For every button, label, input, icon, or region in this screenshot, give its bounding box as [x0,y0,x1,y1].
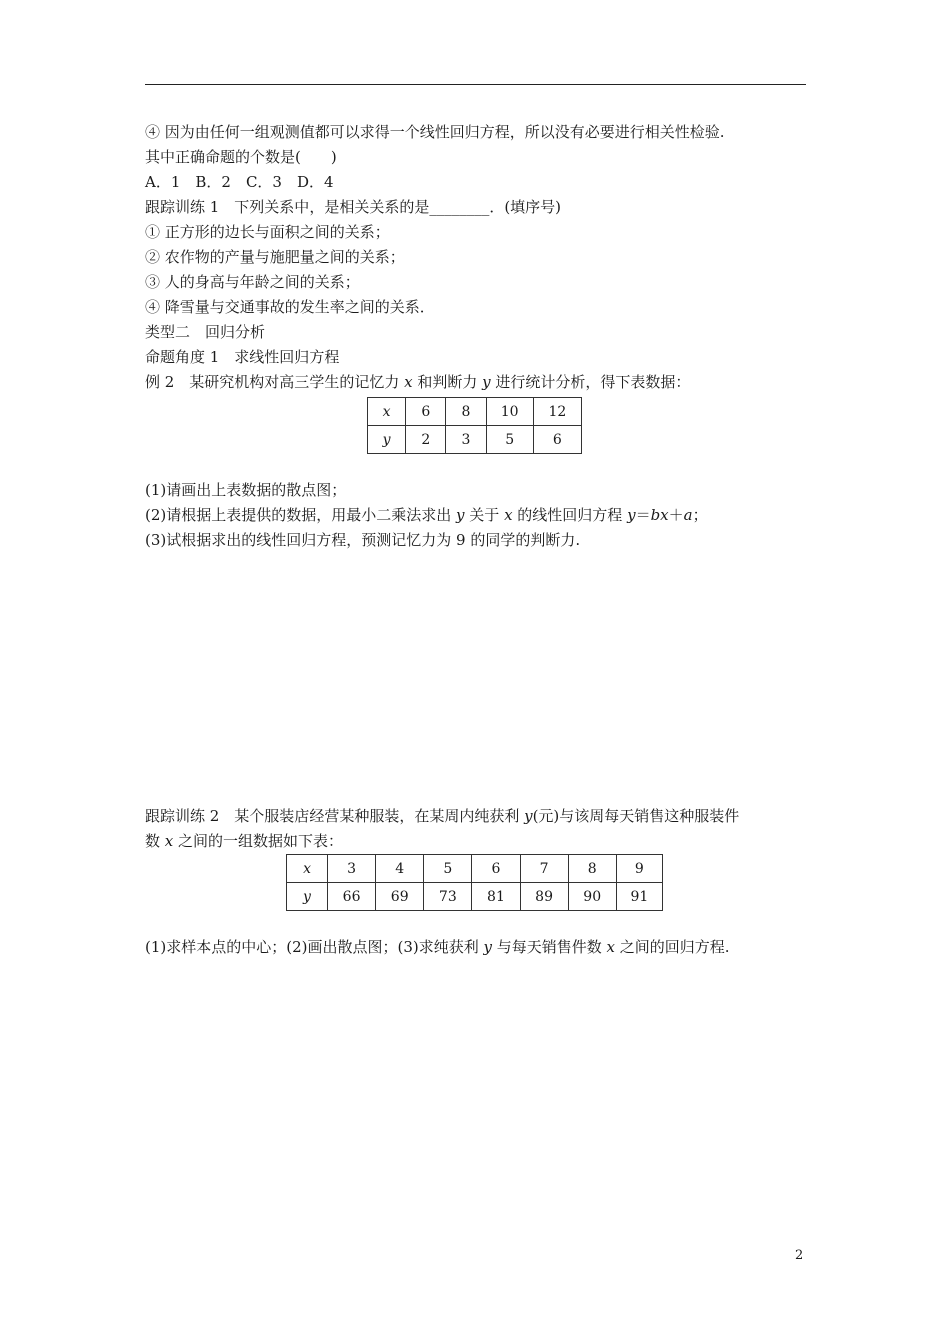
example-2-intro: 例 2 某研究机构对高三学生的记忆力 x 和判断力 y 进行统计分析，得下表数据： [145,373,691,391]
statement-4: ④ 因为由任何一组观测值都可以求得一个线性回归方程，所以没有必要进行相关性检验. [145,123,725,141]
table-cell: 5 [424,855,472,883]
table-header-y: y [368,426,406,454]
training-1-title: 跟踪训练 1 下列关系中，是相关关系的是________．(填序号) [145,198,562,216]
table-cell: 66 [328,883,376,911]
table-cell: 6 [472,855,520,883]
table-cell: 5 [486,426,533,454]
training-1-item-4: ④ 降雪量与交通事故的发生率之间的关系． [145,298,435,316]
table-cell: 3 [446,426,486,454]
table-cell: 81 [472,883,520,911]
table-cell: 73 [424,883,472,911]
table-row [368,398,582,426]
table-cell: 9 [616,855,662,883]
table-header-x: x [368,398,406,426]
answer-options: A．1 B．2 C．3 D．4 [145,173,334,191]
table-cell: 8 [446,398,486,426]
table-cell: 2 [406,426,446,454]
table-cell: 6 [406,398,446,426]
training-1-item-3: ③ 人的身高与年龄之间的关系； [145,273,360,291]
example-2-q2: (2)请根据上表提供的数据，用最小二乘法求出 y 关于 x 的线性回归方程 y＝bx＋a； [145,506,708,524]
subsection-heading: 命题角度 1 求线性回归方程 [145,348,340,366]
table-cell: 3 [328,855,376,883]
training-2-table [286,854,663,911]
training-2-questions: (1)求样本点的中心；(2)画出散点图；(3)求纯获利 y 与每天销售件数 x 之间的回归方程. [145,938,730,956]
training-1-item-2: ② 农作物的产量与施肥量之间的关系； [145,248,405,266]
table-cell: 4 [376,855,424,883]
table-header-x: x [287,855,328,883]
example-2-table [367,397,582,454]
training-2-line-2: 数 x 之间的一组数据如下表： [145,832,344,850]
table-row [287,883,663,911]
table-header-y: y [287,883,328,911]
header-rule [145,84,806,85]
table-cell: 7 [520,855,568,883]
table-cell: 90 [568,883,616,911]
table-row [368,426,582,454]
table-cell: 10 [486,398,533,426]
table-cell: 89 [520,883,568,911]
question-stem: 其中正确命题的个数是( ) [145,148,337,166]
example-2-q3: (3)试根据求出的线性回归方程，预测记忆力为 9 的同学的判断力. [145,531,581,549]
section-heading: 类型二 回归分析 [145,323,266,341]
example-2-q1: (1)请画出上表数据的散点图； [145,481,347,499]
table-cell: 12 [533,398,581,426]
table-cell: 6 [533,426,581,454]
table-cell: 69 [376,883,424,911]
page-number: 2 [795,1248,804,1263]
training-2-line-1: 跟踪训练 2 某个服装店经营某种服装，在某周内纯获利 y(元)与该周每天销售这种服装件 [145,807,740,825]
table-row [287,855,663,883]
table-cell: 8 [568,855,616,883]
training-1-item-1: ① 正方形的边长与面积之间的关系； [145,223,390,241]
table-cell: 91 [616,883,662,911]
